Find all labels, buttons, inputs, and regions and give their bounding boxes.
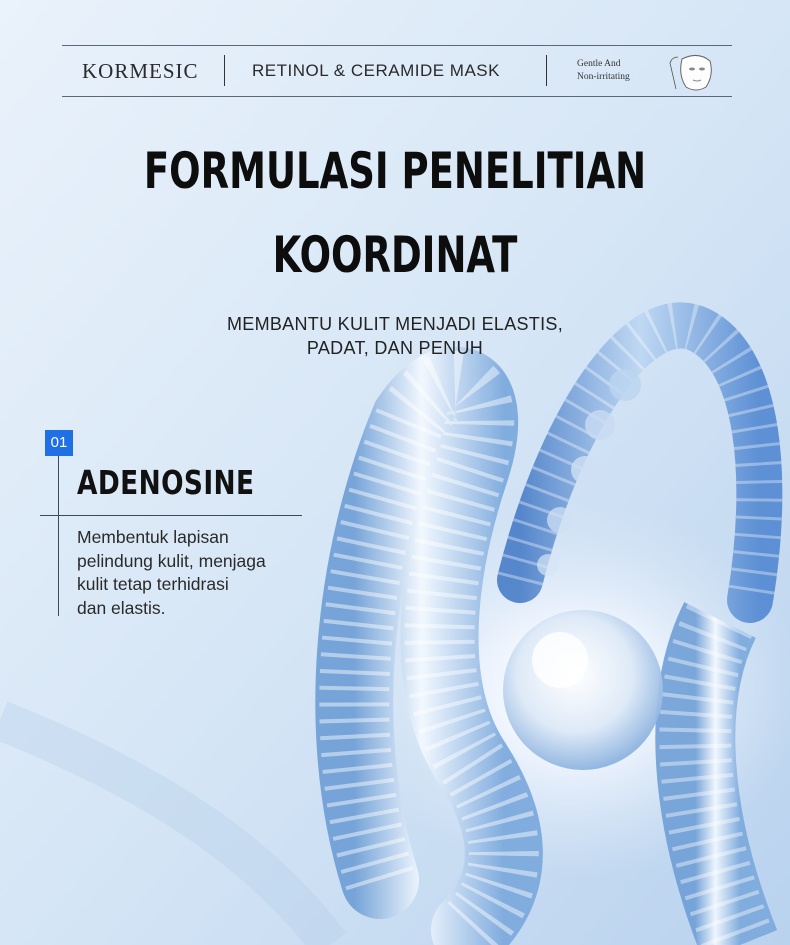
- headline-line1: FORMULASI PENELITIAN: [143, 142, 647, 200]
- product-name: RETINOL & CERAMIDE MASK: [252, 61, 500, 80]
- tagline-line1: Gentle And: [577, 59, 621, 69]
- feature-vertical-rule: [58, 456, 59, 616]
- face-mask-icon: [662, 49, 720, 93]
- divider: [224, 55, 225, 86]
- feature-description-line: pelindung kulit, menjaga: [77, 550, 266, 571]
- feature-description-line: dan elastis.: [77, 597, 166, 618]
- feature-title: ADENOSINE: [77, 463, 255, 502]
- divider: [546, 55, 547, 86]
- brand-logo: KORMESIC: [82, 59, 199, 83]
- tagline-line2: Non-irritating: [577, 72, 630, 82]
- feature-description-line: kulit tetap terhidrasi: [77, 574, 229, 594]
- subheadline-line1: MEMBANTU KULIT MENJADI ELASTIS,: [226, 314, 564, 334]
- feature-number-badge: 01: [45, 430, 73, 456]
- feature-horizontal-rule: [40, 515, 302, 516]
- tagline: [577, 58, 630, 84]
- feature-description: [77, 526, 307, 620]
- feature-description-line: Membentuk lapisan: [77, 527, 229, 547]
- subheadline-line2: PADAT, DAN PENUH: [306, 338, 484, 358]
- headline-line2: KOORDINAT: [272, 226, 518, 284]
- subheadline: [0, 312, 790, 360]
- header-bar: [62, 45, 732, 97]
